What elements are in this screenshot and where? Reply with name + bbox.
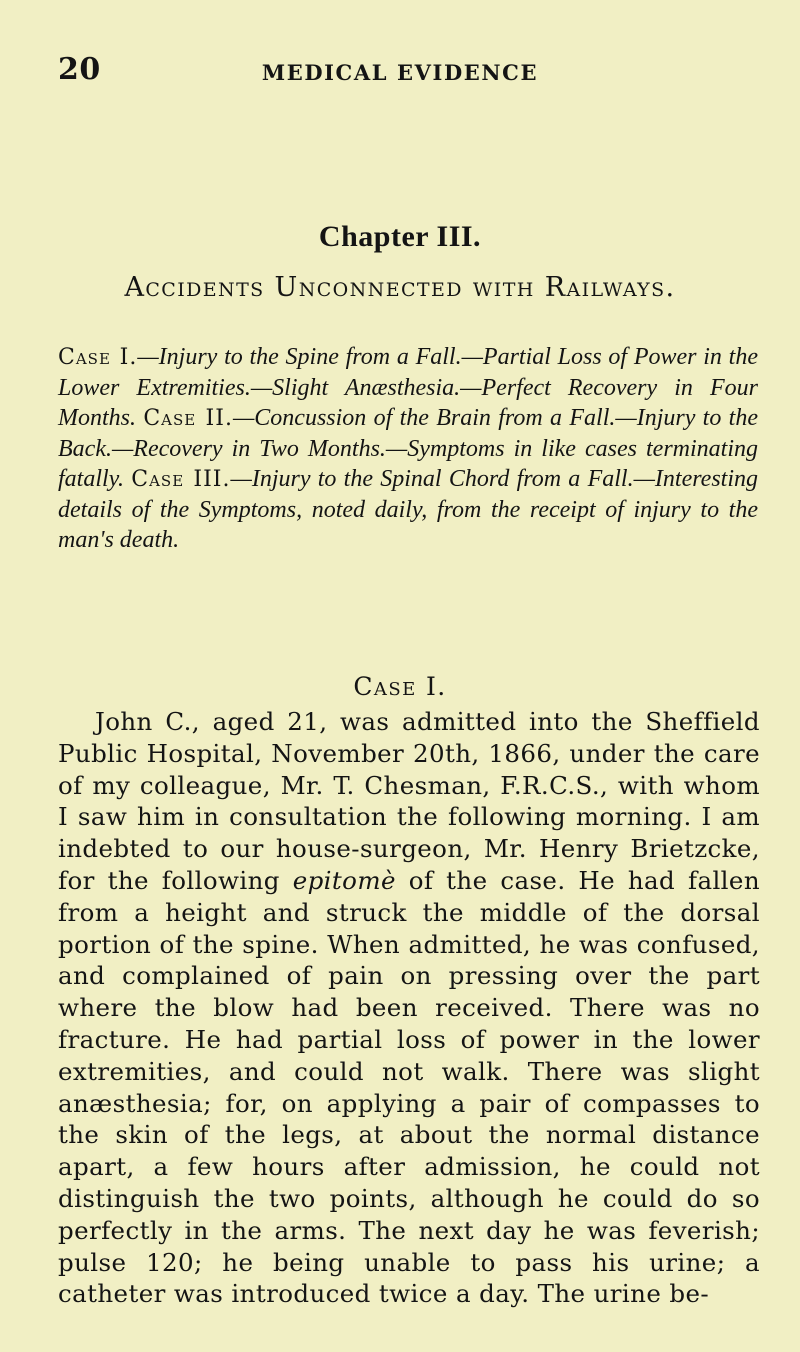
synopsis-case-1-label: Case I. [58,345,138,370]
synopsis-case-3-label: Case III. [131,467,231,492]
case-heading: Case I. [353,672,447,701]
synopsis-case-3-text: —Injury to the Spinal Chord from a Fall.—Interesting details of the Symptoms, noted daily, from the receipt of injury to the man's death. [58,466,758,553]
synopsis-case-2-text: —Concussion of the Brain from a Fall.—Injury to the Back.—Recovery in Two Months.—Symptoms in like cases terminating fatally. [58,405,759,492]
body-text-part-2: of the case. He had fallen from a height and struck the middle of the dorsal portion of the spine. When admitted, he was confused, and complained of pain on pressing over the part where the blow had been received. There was no fracture. He had partial loss of power in the lower extremities, and could not walk. There was slight anæsthesia; for, on applying a pair of compasses to the skin of the legs, at about the normal distance apart, a few hours after admission, he could not distinguish the two points, although he could do so perfectly in the arms. The next day he was feverish; pulse 120; he being unable to pass his urine; a catheter was introduced twice a day. The urine be- [58,865,761,1309]
synopsis-case-1-text: —Injury to the Spine from a Fall.—Partial Loss of Power in the Lower Extremities.—Slight Anæsthesia.—Perfect Recovery in Four Months. [58,344,758,431]
body-text-epitome: epitomè [292,865,396,895]
body-paragraph [58,706,760,1310]
page-number: 20 [58,52,101,87]
body-text-part-1: John C., aged 21, was admitted into the Sheffield Public Hospital, November 20th, 1866, under the care of my colleague, Mr. T. Chesman, F.R.C.S., with whom I saw him in consultation the following morning. I am indebted to our house-surgeon, Mr. Henry Brietzcke, for the following [58,707,760,895]
running-title: MEDICAL EVIDENCE [261,60,539,85]
chapter-heading: Chapter III. [318,220,482,253]
synopsis-case-2-label: Case II. [143,406,233,431]
chapter-synopsis [58,342,758,555]
chapter-title: Accidents Unconnected with Railways. [124,272,676,303]
